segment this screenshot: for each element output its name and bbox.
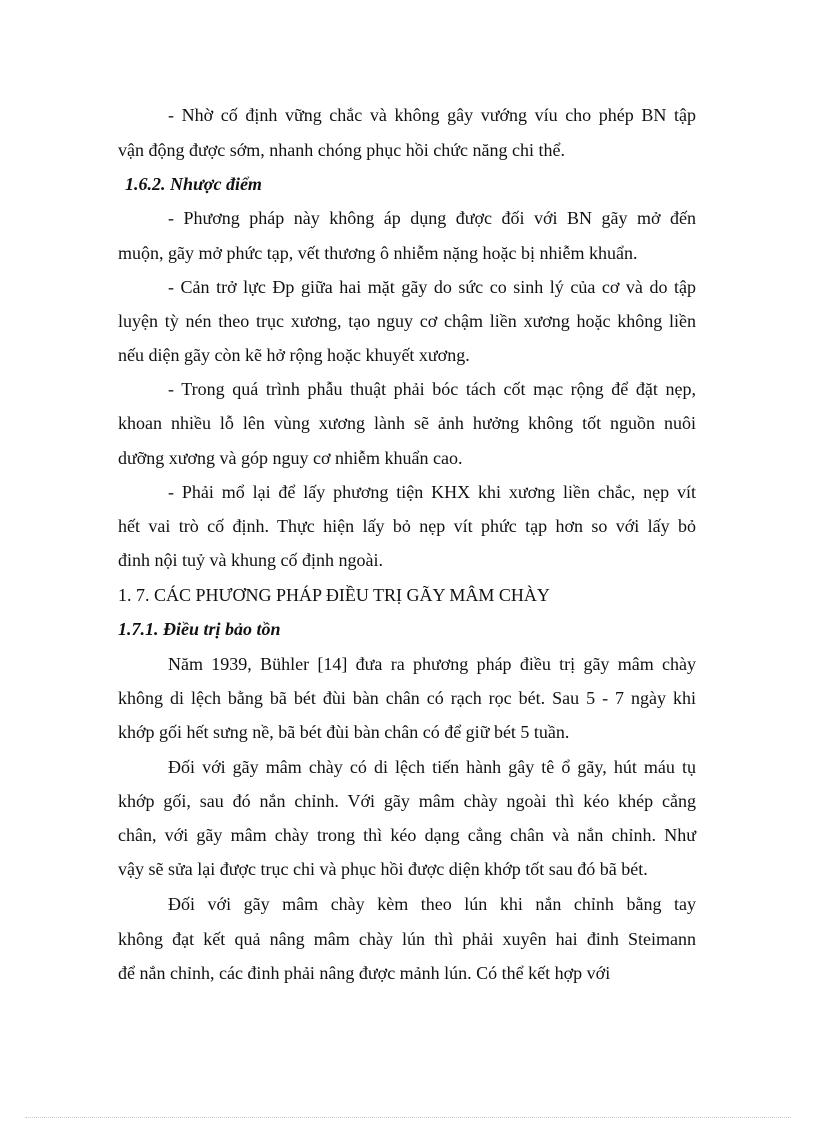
paragraph-8-line-3: để nắn chỉnh, các đinh phải nâng được mảnh lún. Có thể kết hợp với — [118, 963, 611, 983]
paragraph-8-line-1: Đối với gãy mâm chày kèm theo lún khi nắn chỉnh bằng tay — [168, 894, 696, 914]
section-heading-1-6-2: 1.6.2. Nhược điểm — [125, 174, 262, 194]
paragraph-3-line-1: - Cản trở lực Đp giữa hai mặt gãy do sức co sinh lý của cơ và do tập — [168, 277, 696, 297]
paragraph-7-line-1: Đối với gãy mâm chày có di lệch tiến hành gây tê ổ gãy, hút máu tụ — [168, 757, 696, 777]
paragraph-4-line-2: khoan nhiều lỗ lên vùng xương lành sẽ ảnh hưởng không tốt nguồn nuôi — [118, 413, 696, 433]
paragraph-3-line-2: luyện tỳ nén theo trục xương, tạo nguy cơ chậm liền xương hoặc không liền — [118, 311, 696, 331]
paragraph-6-line-1: Năm 1939, Bühler [14] đưa ra phương pháp điều trị gãy mâm chày — [168, 654, 696, 674]
paragraph-6-line-3: khớp gối hết sưng nề, bã bét đùi bàn chân có để giữ bét 5 tuần. — [118, 722, 570, 742]
paragraph-7-line-2: khớp gối, sau đó nắn chỉnh. Với gãy mâm chày ngoài thì kéo khép cẳng — [118, 791, 696, 811]
paragraph-4-line-1: - Trong quá trình phẫu thuật phải bóc tách cốt mạc rộng để đặt nẹp, — [168, 379, 696, 399]
paragraph-3-line-3: nếu diện gãy còn kẽ hở rộng hoặc khuyết xương. — [118, 345, 470, 365]
section-heading-1-7: 1. 7. CÁC PHƯƠNG PHÁP ĐIỀU TRỊ GÃY MÂM CHÀY — [118, 585, 550, 605]
paragraph-5-line-3: đinh nội tuỷ và khung cố định ngoài. — [118, 550, 383, 570]
section-heading-1-7-1: 1.7.1. Điều trị bảo tồn — [118, 619, 281, 639]
paragraph-5-line-2: hết vai trò cố định. Thực hiện lấy bỏ nẹp vít phức tạp hơn so với lấy bỏ — [118, 516, 696, 536]
page-footer-rule — [25, 1117, 791, 1118]
paragraph-4-line-3: dưỡng xương và góp nguy cơ nhiễm khuẩn cao. — [118, 448, 463, 468]
paragraph-2-line-2: muộn, gãy mở phức tạp, vết thương ô nhiễm nặng hoặc bị nhiễm khuẩn. — [118, 243, 638, 263]
paragraph-5-line-1: - Phải mổ lại để lấy phương tiện KHX khi xương liền chắc, nẹp vít — [168, 482, 696, 502]
paragraph-1-line-2: vận động được sớm, nhanh chóng phục hồi chức năng chi thể. — [118, 140, 565, 160]
paragraph-2-line-1: - Phương pháp này không áp dụng được đối với BN gãy mở đến — [168, 208, 696, 228]
paragraph-6-line-2: không di lệch bằng bã bét đùi bàn chân có rạch rọc bét. Sau 5 - 7 ngày khi — [118, 688, 696, 708]
paragraph-1-line-1: - Nhờ cố định vững chắc và không gây vướng víu cho phép BN tập — [168, 105, 696, 125]
paragraph-8-line-2: không đạt kết quả nâng mâm chày lún thì phải xuyên hai đinh Steimann — [118, 929, 696, 949]
paragraph-7-line-3: chân, với gãy mâm chày trong thì kéo dạng cẳng chân và nắn chỉnh. Như — [118, 825, 696, 845]
paragraph-7-line-4: vậy sẽ sửa lại được trục chi và phục hồi được diện khớp tốt sau đó bã bét. — [118, 859, 648, 879]
